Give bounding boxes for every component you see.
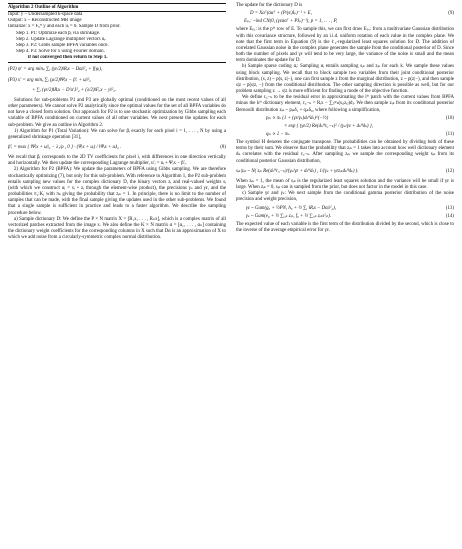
paragraph-p1-algorithm: 1) Algorithm for P1 (Total Variation): We can solve for βᵢ exactly for each pixel i = 1, . . . , N by using a generalized shrinkage operation [31], — [8, 128, 226, 140]
paragraph-noise-row: where Eₚ,: is the pᵗʰ row of E. To sample this, we can first draw Eₚ,: from a multivariate Gaussian distribution with this covariance structure, followed by an i.i.d. uniform rotation of each value in the complex plane. We note that the first term in Equation (9) is the ℓ₂-regularized least squares solution for D. The addition of correlated Gaussian noise in the complex plane generates the sample from the conditional posterior of D. Since both the number of pixels and γε will tend to be very large, the variance of the noise is small and the mean term dominates the update for D. — [236, 27, 454, 64]
equation-14-number: (14) — [445, 213, 454, 219]
equation-11: qᵢₖ ∝ 1 − πₖ. (11) — [266, 131, 454, 137]
algorithm-box — [8, 3, 226, 63]
algorithm-step-4: Step 4. P3: Solve for x using Fourier domain. — [16, 49, 105, 55]
equation-9-number: (9) — [448, 11, 454, 17]
algorithm-step-3: Step 3. P2: Gibbs sample BPFA variables once. — [16, 42, 109, 48]
equation-p3-line1: (P3) x′ = arg minₓ ∑ᵢ (ρ/2)‖Ψᵢx − β′ᵢ + uᵢ‖²₂ — [8, 77, 91, 83]
equation-11-number: (11) — [446, 131, 454, 137]
equation-12: sᵢₖ|zᵢₖ ~ N( zᵢₖ Re(dₖᴴrᵢ,−ₖ)/(γₛ/γε + dₖᴴdₖ) , 1/(γₛ + γεzᵢₖdₖᴴdₖ) ). (12) — [236, 168, 454, 174]
equation-p3-line2: + ∑ᵢ (γε/2)‖Rᵢx − D′α′ᵢ‖²₂ + (λ/2)‖Fᵤx − y‖²₂. — [32, 87, 117, 93]
equation-p2: (P2) ψ′ = arg minₚ ∑ᵢ (γε/2)‖Rᵢx − Dαᵢ‖²₂ + f(φᵢ), — [8, 67, 103, 73]
paragraph-residual: We define rᵢ,−ₖ to be the residual error in approximating the iᵗʰ patch with the current values from BPFA minus the kᵗʰ dictionary element, rᵢ,−ₖ = Rᵢx − ∑ⱼ≠ₖ(sᵢⱼzᵢⱼ)dⱼ. We then sample zᵢₖ from its conditional posterior Bernoulli distribution zᵢₖ ~ pᵢₖδ₁ + qᵢₖδ₀, where following a simplification, — [236, 95, 454, 113]
paragraph-conjugate-transpose: The symbol H denotes the conjugate transpose. The probabilities can be obtained by dividing both of these terms by their sum. We observe that the probability that zᵢₖ = 1 takes into account how well dictionary element dₖ correlates with the residual rᵢ,−ₖ. After sampling zᵢₖ we sample the corresponding weight sᵢₖ from its conditional posterior Gaussian distribution, — [236, 140, 454, 164]
equation-14: γₛ ~ Gam(e₀ + ½ ∑ᵢ,ₖ zᵢₖ, f₀ + ½ ∑ᵢ,ₖ zᵢₖs²ᵢₖ). (14) — [246, 213, 454, 219]
algorithm-step-1: Step 1. P1: Optimize each βᵢ via shrinkage. — [16, 30, 101, 36]
paragraph-sample-gamma: c) Sample γε and γₛ: We next sample from the conditional gamma posterior distribution of the noise precision and weight precision, — [236, 191, 454, 203]
algorithm-input: Input: y – Undersampled k-space data — [8, 12, 83, 18]
paragraph-dictionary-update: The update for the dictionary D is — [236, 3, 303, 8]
equation-13-number: (13) — [445, 205, 454, 211]
right-column — [236, 3, 454, 234]
equation-8: β′ᵢ = max { ‖Ψᵢx + uᵢ‖₂ − λ₁/ρ , 0 } · (Ψᵢx + uᵢ) / ‖Ψᵢx + uᵢ‖₂ . (8) — [8, 144, 226, 150]
algorithm-step-2: Step 2. Update Lagrange multiplier vectors uᵢ. — [16, 36, 107, 42]
equation-13: γε ~ Gam(g₀ + ½PN, h₀ + ½ ∑ᵢ ‖Rᵢx − Dαᵢ‖²₂), (13) — [246, 205, 454, 211]
paragraph-p2-bpfa: 2) Algorithm for P2 (BPFA): We update the parameters of BPFA using Gibbs sampling. We are therefore stochastically optimizing (7), but only for this sub-problem. With reference to Algorithm 1, the P2 sub-problem entails sampling new values for the complex dictionary D, the binary vectors zᵢ and real-valued weights sᵢ (with which we construct αᵢ = sᵢ ∘ zᵢ through the element-wise product), the precisions γₛ and γε, and the probabilities π₁:K, with πₖ giving the probability that zᵢₖ = 1. In principle, there is no limit to the number of samples that can be made, with the final sample giving the updates used in the other sub-problems. We found that a single sample is sufficient in practice and leads to a faster algorithm. We describe the sampling procedure below. — [8, 167, 226, 216]
paragraph-solutions: Solutions for sub-problems P1 and P3 are globally optimal (conditioned on the most recent values of all other parameters). We cannot solve P2 analytically since the optimal values for the set of all BPFA variables do not have a closed form solution. Our approach for P2 is to use stochastic optimization by Gibbs sampling each variable of BPFA conditioned on current values of all other variables. We next present the updates for each sub-problem. We give an outline in Algorithm 2. — [8, 97, 226, 128]
equation-10-number: (10) — [445, 115, 454, 121]
equation-10-line2: × exp { (γε/2) Re(dₖᴴrᵢ,−ₖ)² / (γₛ/γε + dₖᴴdₖ) }, — [284, 123, 373, 129]
paragraph-expected-value: The expected value of each variable is the first term of the distribution divided by the second, which is close to the inverse of the average empirical error for γε. — [236, 221, 454, 233]
paragraph-when-z-equals-one: When zᵢₖ = 1, the mean of sᵢₖ is the regularized least squares solution and the variance will be small if γε is large. When zᵢₖ = 0, sᵢₖ can is sampled from the prior, but does not factor in the model in this case. — [236, 178, 454, 191]
algorithm-output: Output: x – Reconstructed MR image — [8, 18, 82, 24]
algorithm-title: Algorithm 2 Outline of Algorithm — [8, 4, 226, 12]
algorithm-initialize: Initialize: x = Fᵤᴴ y and each uᵢ = 0. Sample D from prior. — [8, 24, 121, 30]
paragraph-tv-coefficients: We recall that βᵢ corresponds to the 2D TV coefficients for pixel i, with differences in one direction vertically and horizontally. We then update the corresponding Lagrange multiplier, u′ᵢ = uᵢ + Ψᵢx − β′ᵢ. — [8, 155, 226, 167]
paragraph-sample-dictionary: a) Sample dictionary D: We define the P × N matrix X = [R₁x, . . . , Rₙx], which is a complex matrix of all vectorized patches extracted from the image x. We also define the K × N matrix α = [α₁, . . . , αₙ] containing the dictionary weight coefficients for the corresponding columns in X such that Dα is an approximation of X to which we add noise from a circularly-symmetric complex normal distribution. — [8, 216, 226, 241]
equation-10-line1: pᵢₖ ∝ πₖ (1 + (γε/γₛ)dₖᴴdₖ)^(−½) (10) — [266, 115, 454, 121]
equation-9: D = Xαᵀ(ααᵀ + (P/γε)Iₚ)⁻¹ + E, (9) — [250, 11, 454, 17]
equation-12-number: (12) — [445, 168, 454, 174]
left-column — [8, 3, 226, 241]
paragraph-sample-sparse-coding: b) Sample sparse coding αᵢ: Sampling αᵢ entails sampling sᵢₖ and zᵢₖ for each k. We sample these values using block sampling. We recall that to block sample two variables from their joint conditional posterior distribution, (s, z) ~ p(s, z|−), one can first sample z from the marginal distribution, z ~ p(z|−), and then sample s|z ~ p(s|z, −) from the conditional distribution. The other sampling direction is possible as well, but for our problem sampling z → s|z is more efficient for finding a mode of the objective function. — [236, 64, 454, 95]
equation-8-number: (8) — [220, 144, 226, 150]
algorithm-loop-condition: if not converged then return to Step 1. — [28, 55, 108, 61]
equation-9-noise: Eₚ,: ~ind CN(0, (γεααᵀ + PIₚ)⁻¹), p = 1, . . . , P, — [244, 19, 338, 25]
